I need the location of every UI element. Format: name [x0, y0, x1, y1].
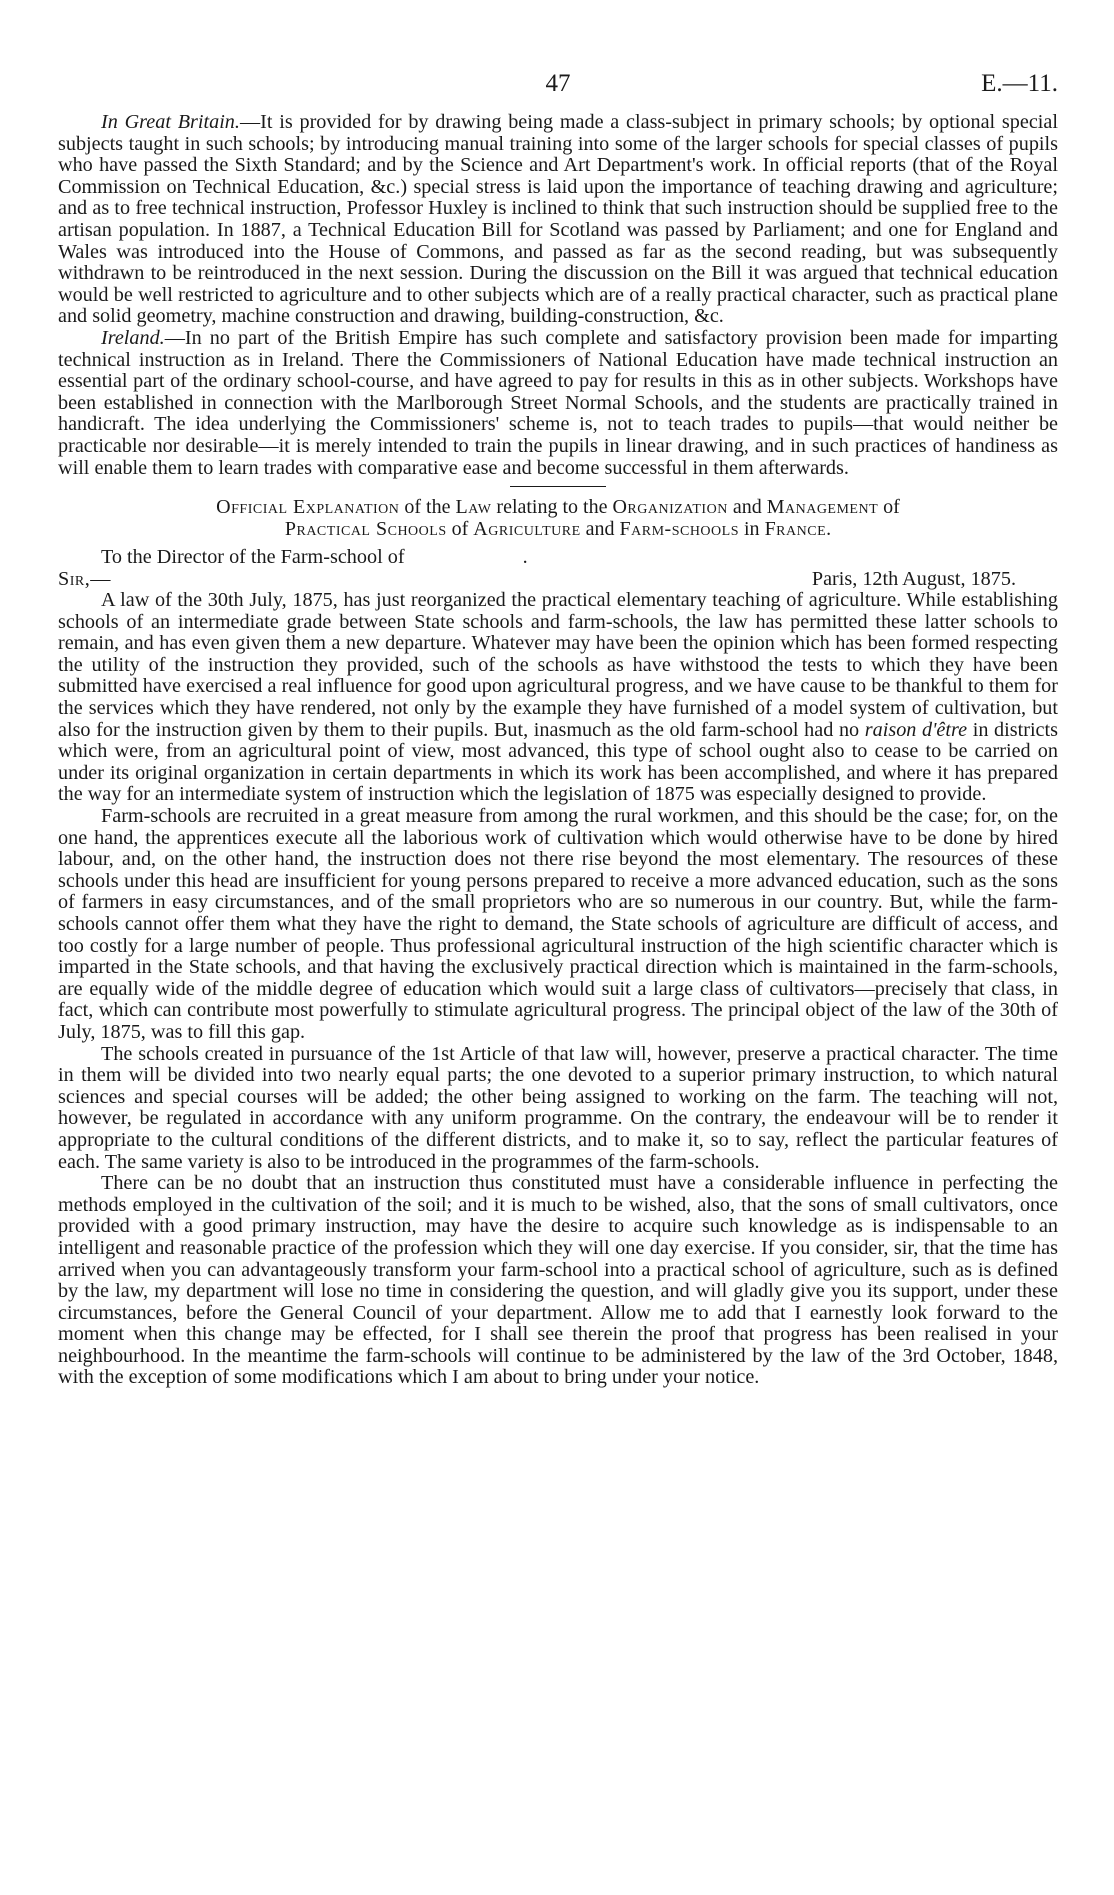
letter-paragraph-1-text-cont: in districts which were, from an agricultural point of view, most advanced, this type of school ought also to cease to be carried on under its original organization in certain departments in which its work has been accomplished, and where it has prepared the way for an intermediate system of instruction which the legislation of 1875 was especially designed to provide.	[58, 718, 1058, 806]
paragraph-label-ireland: Ireland.	[101, 326, 165, 349]
title-word: of	[878, 496, 900, 519]
section-divider	[510, 486, 606, 487]
document-reference: E.—11.	[981, 70, 1058, 97]
title-word: .	[826, 518, 832, 541]
salutation-row	[58, 568, 1058, 590]
title-word: Organization	[612, 496, 728, 519]
title-word: of the	[399, 496, 456, 519]
italic-phrase: raison d'être	[864, 718, 968, 741]
title-word: of	[446, 518, 474, 541]
letter-paragraph-1-text: A law of the 30th July, 1875, has just reorganized the practical elementary teaching of agriculture. While establishing schools of an intermediate grade between State schools and farm-schools, the law has permitted these latter schools to remain, and has even given them a new departure. Whatever may have been the opinion which has been formed respecting the utility of the instruction they provided, such of the schools as have withstood the tests to which they have been submitted have exercised a real influence for good upon agricultural progress, and we have cause to be thankful to them for the services which they have rendered, not only by the example they have furnished of a model system of cultivation, but also for the instruction given by them to their pupils. But, inasmuch as the old farm-school had no	[58, 589, 1058, 741]
paragraph-text-great-britain: —It is provided for by drawing being made a class-subject in primary schools; by optional special subjects taught in such schools; by introducing manual training into some of the larger schools for special classes of pupils who have passed the Sixth Standard; and by the Science and Art Department's work. In official reports (that of the Royal Commission on Technical Education, &c.) special stress is laid upon the importance of teaching drawing and agriculture; and as to free technical instruction, Professor Huxley is inclined to think that such instruction should be supplied free to the artisan population. In 1887, a Technical Education Bill for Scotland was passed by Parliament; and one for England and Wales was introduced into the House of Commons, and passed as far as the second reading, but was subsequently withdrawn to be reintroduced in the next session. During the discussion on the Bill it was argued that technical education would be well restricted to agriculture and to other subjects which are of a really practical character, such as practical plane and solid geometry, machine construction and drawing, building-construction, &c.	[58, 111, 1058, 328]
address-blank: .	[522, 546, 528, 569]
document-title-line-2	[58, 518, 1058, 540]
title-word: Law	[455, 496, 492, 519]
letter-paragraph-1	[58, 590, 1058, 806]
title-word: Agriculture	[473, 518, 581, 541]
letter-paragraph-3: The schools created in pursuance of the 1st Article of that law will, however, preserve a practical character. The time in them will be divided into two nearly equal parts; the one devoted to a superior primary instruction, to which natural sciences and special courses will be added; the other being assigned to working on the farm. The teaching will not, however, be regulated in accordance with any uniform programme. On the contrary, the endeavour will be to render it appropriate to the cultural conditions of the different districts, and to make it, so to say, reflect the particular features of each. The same variety is also to be introduced in the programmes of the farm-schools.	[58, 1042, 1058, 1173]
title-word: Management	[766, 496, 879, 519]
letter-paragraph-4: There can be no doubt that an instruction thus constituted must have a considerable influence in perfecting the methods employed in the cultivation of the soil; and it is much to be wished, also, that the sons of small cultivators, once provided with a good primary instruction, may have the desire to acquire such knowledge as is indispensable to an intelligent and reasonable practice of the profession which they will one day exercise. If you consider, sir, that the time has arrived when you can advantageously transform your farm-school into a practical school of agriculture, such as is defined by the law, my department will lose no time in considering the question, and will gladly give you its support, under these circumstances, before the General Council of your department. Allow me to add that I earnestly look forward to the moment when this change may be effected, for I shall see therein the proof that progress has been realised in your neighbourhood. In the meantime the farm-schools will continue to be administered by the law of the 3rd October, 1848, with the exception of some modifications which I am about to bring under your notice.	[58, 1172, 1058, 1389]
title-word: relating to the	[491, 496, 613, 519]
paragraph-label-great-britain: In Great Britain.	[101, 111, 240, 133]
address-text: To the Director of the Farm-school of	[101, 546, 405, 569]
paragraph-text-ireland: —In no part of the British Empire has such complete and satisfactory provision been made for imparting technical instruction as in Ireland. There the Commissioners of National Education have made technical instruction an essential part of the ordinary school-course, and have agreed to pay for results in this as in other subjects. Workshops have been established in connection with the Marlborough Street Normal Schools, and the students are practically trained in handicraft. The idea underlying the Commissioners' scheme is, not to teach trades to pupils—that would neither be practicable nor desirable—it is merely intended to train the pupils in linear drawing, and in such practices of handiness as will enable them to learn trades with comparative ease and become successful in them afterwards.	[58, 326, 1058, 479]
letter-paragraph-2: Farm-schools are recruited in a great measure from among the rural workmen, and this should be the case; for, on the one hand, the apprentices execute all the laborious work of cultivation which would otherwise have to be done by hired labour, and, on the other hand, the instruction does not there rise beyond the most elementary. The resources of these schools under this head are insufficient for young persons prepared to receive a more advanced education, such as the sons of farmers in easy circumstances, and of the small proprietors who are so numerous in our country. But, while the farm-schools cannot offer them what they have the right to demand, the State schools of agriculture are difficult of access, and too costly for a large number of people. Thus professional agricultural instruction of the high scientific character which is imparted in the State schools, and that having the exclusively practical direction which is maintained in the farm-schools, are equally wide of the middle degree of education which would suit a large class of cultivators—precisely that class, in fact, which can contribute most powerfully to stimulate agricultural progress. The principal object of the law of the 30th of July, 1875, was to fill this gap.	[58, 805, 1058, 1043]
title-word: France	[764, 518, 827, 541]
title-word: and	[727, 496, 767, 519]
place-date: Paris, 12th August, 1875.	[811, 568, 1016, 591]
letter-body	[58, 590, 1058, 1389]
title-word: Official Explanation	[216, 496, 400, 519]
letter-address	[58, 546, 1058, 568]
document-title-line-1	[58, 496, 1058, 518]
body-text	[58, 112, 1058, 479]
title-word: Practical Schools	[284, 518, 447, 541]
paragraph-great-britain	[58, 112, 1058, 328]
document-title	[58, 496, 1058, 540]
title-word: in	[739, 518, 765, 541]
page	[58, 70, 1058, 1389]
page-number: 47	[545, 70, 571, 97]
title-word: Farm-schools	[619, 518, 739, 541]
paragraph-ireland	[58, 328, 1058, 479]
salutation: Sir,—	[58, 568, 111, 591]
page-header	[58, 70, 1058, 112]
title-word: and	[580, 518, 620, 541]
